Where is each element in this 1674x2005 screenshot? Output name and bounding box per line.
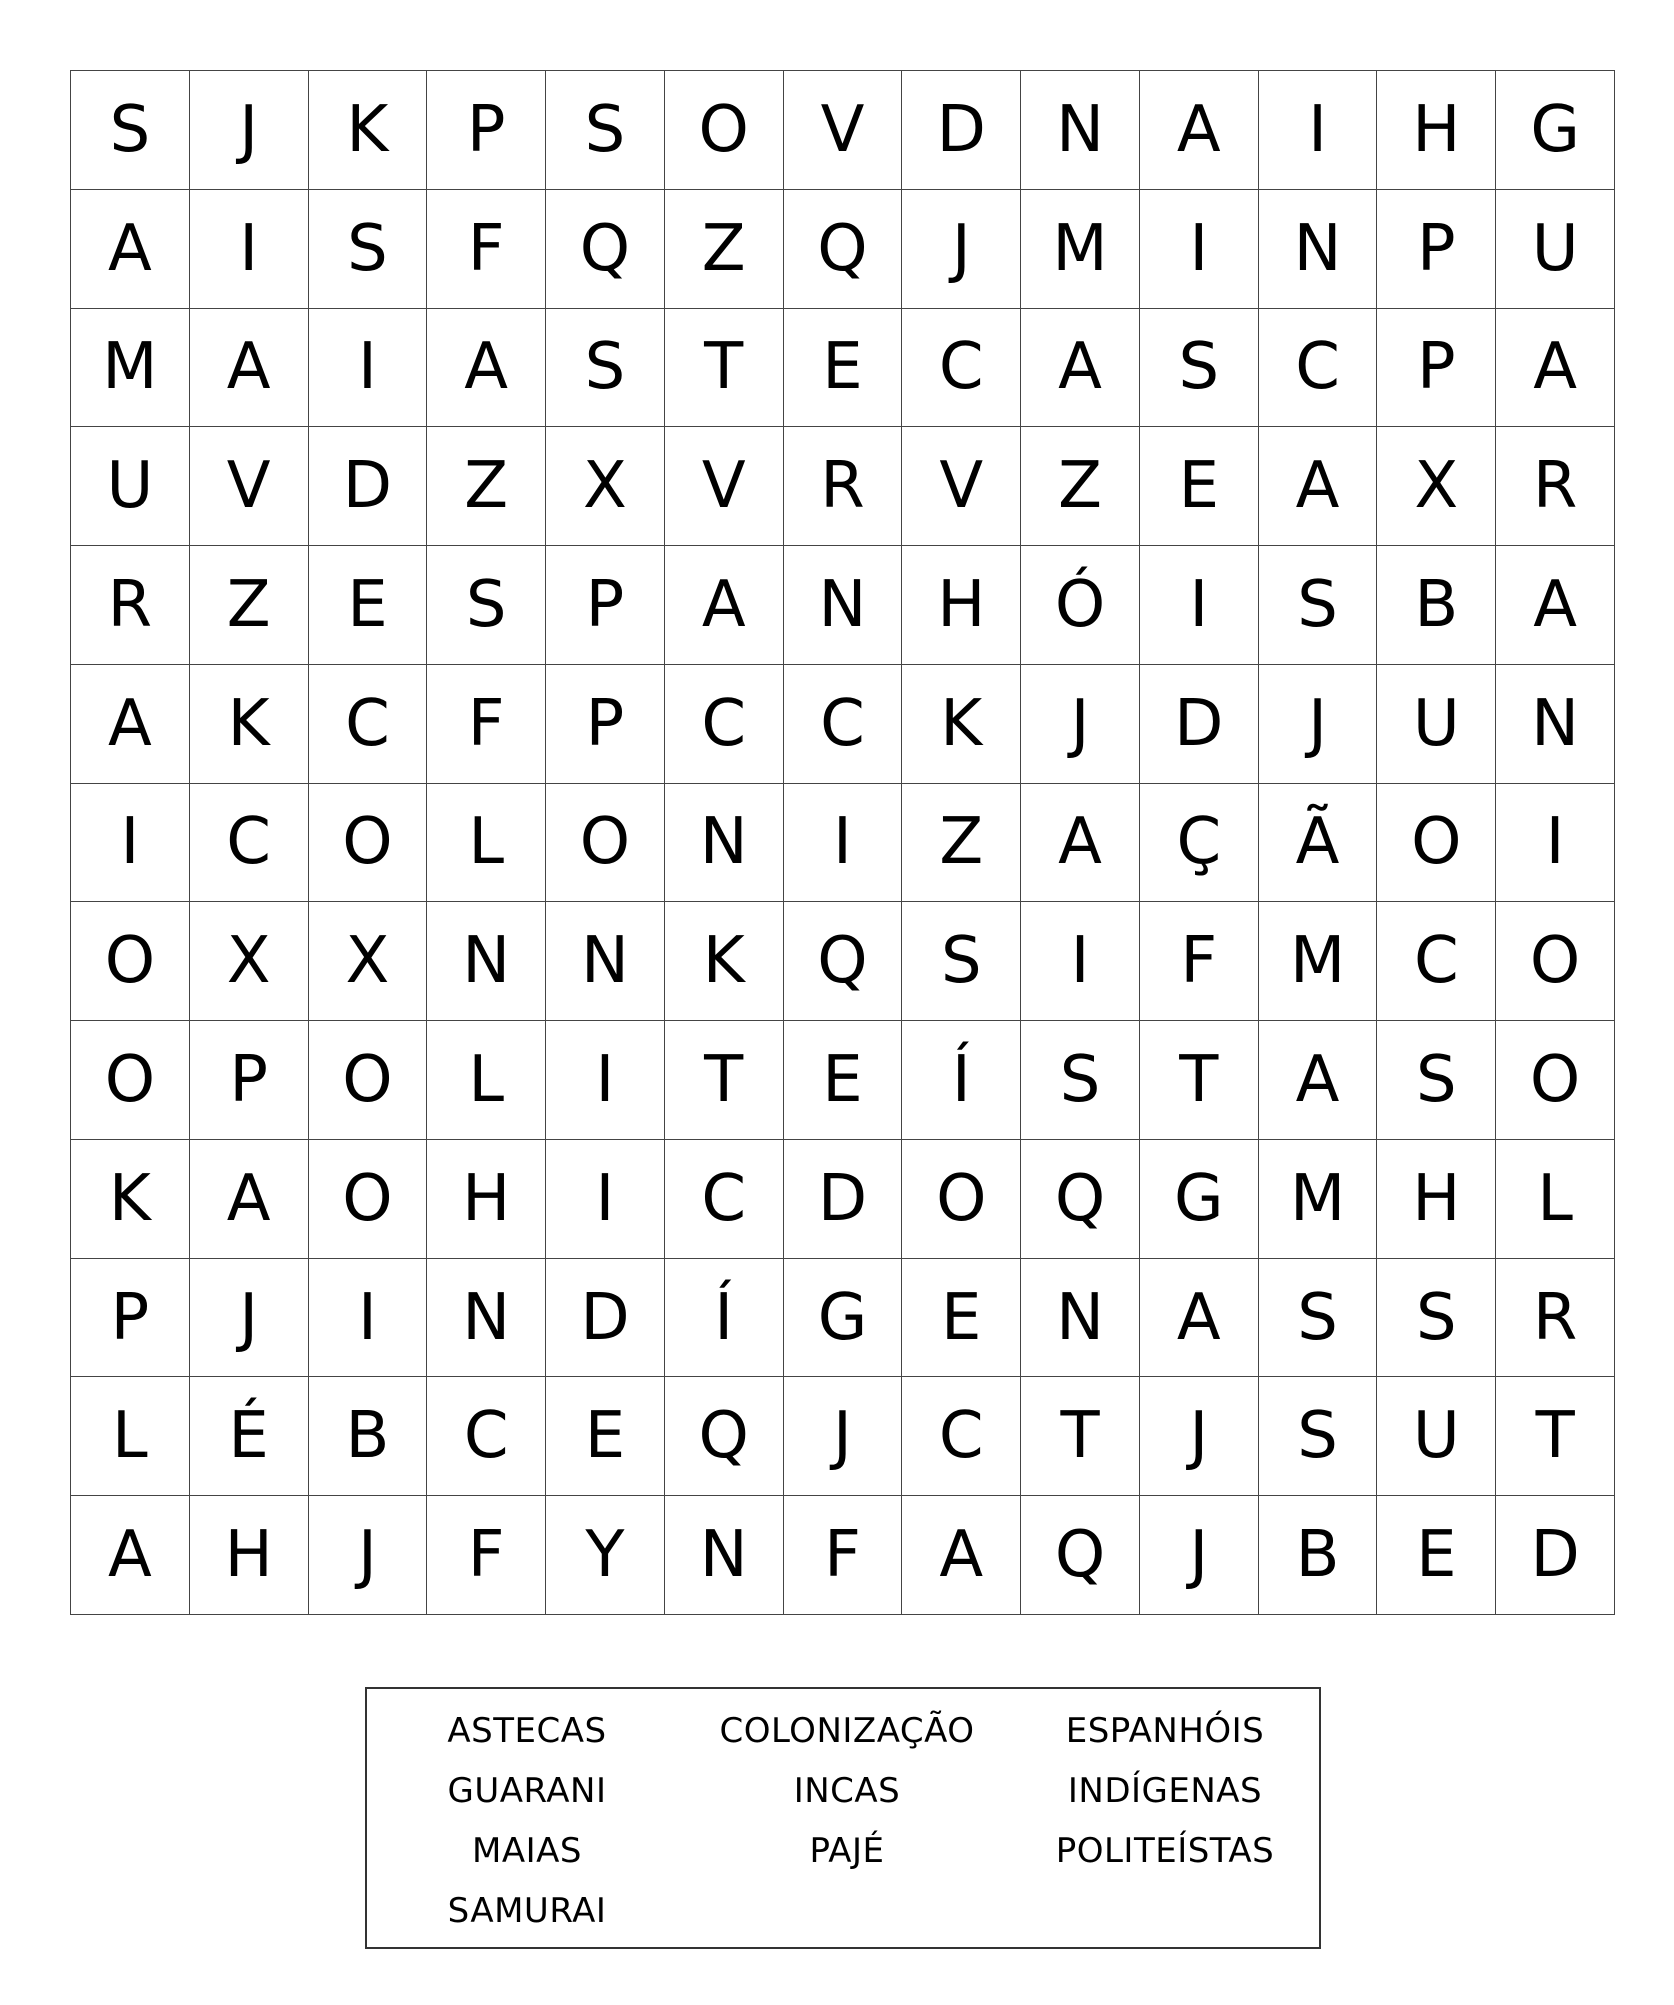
grid-cell[interactable]: A [902,1496,1021,1615]
grid-cell[interactable]: Q [784,902,903,1021]
grid-cell[interactable]: J [1021,665,1140,784]
grid-cell[interactable]: I [309,309,428,428]
grid-cell[interactable]: R [71,546,190,665]
grid-cell[interactable]: A [190,1140,309,1259]
grid-cell[interactable]: C [309,665,428,784]
grid-cell[interactable]: Z [665,190,784,309]
grid-cell[interactable]: U [1496,190,1615,309]
grid-cell[interactable]: N [1021,1259,1140,1378]
grid-cell[interactable]: A [1496,546,1615,665]
grid-cell[interactable]: S [71,71,190,190]
grid-cell[interactable]: T [665,1021,784,1140]
grid-cell[interactable]: Ó [1021,546,1140,665]
grid-cell[interactable]: P [71,1259,190,1378]
grid-cell[interactable]: Z [190,546,309,665]
grid-cell[interactable]: K [71,1140,190,1259]
word-bank-item: POLITEÍSTAS [1055,1831,1275,1871]
grid-cell[interactable]: P [1377,190,1496,309]
grid-cell[interactable]: N [1496,665,1615,784]
grid-cell[interactable]: H [1377,1140,1496,1259]
word-bank-item: COLONIZAÇÃO [719,1711,975,1751]
grid-cell[interactable]: Q [665,1377,784,1496]
grid-cell[interactable]: D [1140,665,1259,784]
grid-cell[interactable]: V [190,427,309,546]
grid-cell[interactable]: X [1377,427,1496,546]
grid-cell[interactable]: C [1377,902,1496,1021]
grid-cell[interactable]: A [1259,1021,1378,1140]
grid-cell[interactable]: M [71,309,190,428]
grid-cell[interactable]: O [309,784,428,903]
grid-cell[interactable]: D [1496,1496,1615,1615]
grid-cell[interactable]: Ç [1140,784,1259,903]
grid-cell[interactable]: A [190,309,309,428]
grid-cell[interactable]: I [71,784,190,903]
grid-cell[interactable]: S [902,902,1021,1021]
grid-cell[interactable]: J [1140,1496,1259,1615]
grid-cell[interactable]: O [546,784,665,903]
grid-cell[interactable]: G [1140,1140,1259,1259]
grid-cell[interactable]: D [784,1140,903,1259]
grid-cell[interactable]: U [1377,1377,1496,1496]
grid-cell[interactable]: D [546,1259,665,1378]
grid-cell[interactable]: N [665,784,784,903]
grid-cell[interactable]: I [1140,546,1259,665]
word-bank-item: SAMURAI [447,1891,607,1931]
grid-cell[interactable]: E [902,1259,1021,1378]
grid-cell[interactable]: L [427,1021,546,1140]
grid-cell[interactable]: J [784,1377,903,1496]
grid-cell[interactable]: O [1377,784,1496,903]
grid-cell[interactable]: K [190,665,309,784]
grid-cell[interactable]: O [1496,902,1615,1021]
grid-cell[interactable]: T [665,309,784,428]
grid-cell[interactable]: C [427,1377,546,1496]
grid-cell[interactable]: C [784,665,903,784]
grid-cell[interactable]: A [427,309,546,428]
grid-cell[interactable]: Z [427,427,546,546]
grid-cell[interactable]: O [309,1021,428,1140]
grid-cell[interactable]: A [1021,784,1140,903]
grid-cell[interactable]: N [1021,71,1140,190]
word-bank-item: MAIAS [472,1831,582,1871]
grid-cell[interactable]: S [546,309,665,428]
grid-cell[interactable]: A [71,190,190,309]
grid-cell[interactable]: T [1021,1377,1140,1496]
grid-cell[interactable]: N [665,1496,784,1615]
word-bank-item: INCAS [793,1771,901,1811]
grid-cell[interactable]: F [427,665,546,784]
grid-cell[interactable]: S [1259,1377,1378,1496]
grid-cell[interactable]: I [1021,902,1140,1021]
word-search-grid [70,70,1615,1615]
grid-cell[interactable]: I [309,1259,428,1378]
grid-cell[interactable]: S [1140,309,1259,428]
grid-cell[interactable]: V [902,427,1021,546]
grid-cell[interactable]: Q [784,190,903,309]
grid-cell[interactable]: S [1259,1259,1378,1378]
grid-cell[interactable]: C [902,309,1021,428]
word-bank-item: ESPANHÓIS [1065,1711,1265,1751]
grid-cell[interactable]: L [427,784,546,903]
grid-cell[interactable]: Í [902,1021,1021,1140]
grid-cell[interactable]: A [1140,71,1259,190]
grid-cell[interactable]: M [1259,1140,1378,1259]
grid-cell[interactable]: S [1377,1259,1496,1378]
grid-cell[interactable]: R [784,427,903,546]
grid-cell[interactable]: U [1377,665,1496,784]
grid-cell[interactable]: S [1377,1021,1496,1140]
grid-cell[interactable]: Z [1021,427,1140,546]
grid-cell[interactable]: G [1496,71,1615,190]
grid-cell[interactable]: L [1496,1140,1615,1259]
grid-cell[interactable]: N [784,546,903,665]
grid-cell[interactable]: B [1259,1496,1378,1615]
grid-cell[interactable]: P [427,71,546,190]
grid-cell[interactable]: U [71,427,190,546]
grid-cell[interactable]: P [1377,309,1496,428]
grid-cell[interactable]: I [546,1140,665,1259]
grid-cell[interactable]: P [546,665,665,784]
grid-cell[interactable]: R [1496,1259,1615,1378]
grid-cell[interactable]: J [190,71,309,190]
grid-cell[interactable]: K [665,902,784,1021]
word-bank-item: GUARANI [447,1771,607,1811]
grid-cell[interactable]: X [546,427,665,546]
grid-cell[interactable]: J [1259,665,1378,784]
grid-cell[interactable]: O [309,1140,428,1259]
grid-cell[interactable]: I [1496,784,1615,903]
grid-cell[interactable]: I [1140,190,1259,309]
grid-cell[interactable]: N [427,1259,546,1378]
grid-cell[interactable]: A [71,665,190,784]
grid-cell[interactable]: O [902,1140,1021,1259]
grid-cell[interactable]: E [1140,427,1259,546]
grid-cell[interactable]: H [1377,71,1496,190]
grid-cell[interactable]: S [309,190,428,309]
word-bank-item: PAJÉ [809,1831,885,1871]
grid-cell[interactable]: E [546,1377,665,1496]
grid-cell[interactable]: M [1021,190,1140,309]
grid-cell[interactable]: C [902,1377,1021,1496]
word-bank [365,1687,1321,1949]
grid-cell[interactable]: J [902,190,1021,309]
grid-cell[interactable]: Í [665,1259,784,1378]
grid-cell[interactable]: F [427,1496,546,1615]
grid-cell[interactable]: V [784,71,903,190]
grid-cell[interactable]: D [902,71,1021,190]
grid-cell[interactable]: J [190,1259,309,1378]
grid-cell[interactable]: C [1259,309,1378,428]
grid-cell[interactable]: O [665,71,784,190]
grid-cell[interactable]: I [1259,71,1378,190]
grid-cell[interactable]: Ã [1259,784,1378,903]
grid-cell[interactable]: B [1377,546,1496,665]
grid-cell[interactable]: B [309,1377,428,1496]
grid-cell[interactable]: I [546,1021,665,1140]
grid-cell[interactable]: P [546,546,665,665]
grid-cell[interactable]: H [902,546,1021,665]
grid-cell[interactable]: I [784,784,903,903]
grid-cell[interactable]: X [309,902,428,1021]
grid-cell[interactable]: Q [1021,1140,1140,1259]
grid-cell[interactable]: M [1259,902,1378,1021]
grid-cell[interactable]: C [190,784,309,903]
word-bank-item: INDÍGENAS [1067,1771,1263,1811]
grid-cell[interactable]: Z [902,784,1021,903]
grid-cell[interactable]: S [546,71,665,190]
word-bank-item: ASTECAS [447,1711,607,1751]
grid-cell[interactable]: T [1140,1021,1259,1140]
grid-cell[interactable]: J [309,1496,428,1615]
grid-cell[interactable]: O [1496,1021,1615,1140]
grid-cell[interactable]: É [190,1377,309,1496]
grid-cell[interactable]: G [784,1259,903,1378]
grid-cell[interactable]: K [309,71,428,190]
grid-cell[interactable]: T [1496,1377,1615,1496]
grid-cell[interactable]: S [1259,546,1378,665]
grid-cell[interactable]: E [784,309,903,428]
grid-cell[interactable]: E [1377,1496,1496,1615]
grid-cell[interactable]: I [190,190,309,309]
grid-cell[interactable]: A [71,1496,190,1615]
grid-cell[interactable]: X [190,902,309,1021]
grid-cell[interactable]: E [784,1021,903,1140]
grid-cell[interactable]: K [902,665,1021,784]
grid-cell[interactable]: P [190,1021,309,1140]
grid-cell[interactable]: L [71,1377,190,1496]
grid-cell[interactable]: S [1021,1021,1140,1140]
grid-cell[interactable]: Q [1021,1496,1140,1615]
grid-cell[interactable]: F [427,190,546,309]
grid-cell[interactable]: Y [546,1496,665,1615]
grid-cell[interactable]: H [427,1140,546,1259]
grid-cell[interactable]: A [1140,1259,1259,1378]
grid-cell[interactable]: C [665,1140,784,1259]
grid-cell[interactable]: H [190,1496,309,1615]
grid-cell[interactable]: N [427,902,546,1021]
grid-cell[interactable]: J [1140,1377,1259,1496]
grid-cell[interactable]: S [427,546,546,665]
grid-cell[interactable]: A [1021,309,1140,428]
grid-cell[interactable]: O [71,902,190,1021]
grid-cell[interactable]: A [1259,427,1378,546]
grid-cell[interactable]: F [784,1496,903,1615]
grid-cell[interactable]: V [665,427,784,546]
grid-cell[interactable]: A [1496,309,1615,428]
grid-cell[interactable]: C [665,665,784,784]
grid-cell[interactable]: R [1496,427,1615,546]
grid-cell[interactable]: O [71,1021,190,1140]
grid-cell[interactable]: D [309,427,428,546]
grid-cell[interactable]: F [1140,902,1259,1021]
grid-cell[interactable]: N [546,902,665,1021]
grid-cell[interactable]: Q [546,190,665,309]
grid-cell[interactable]: E [309,546,428,665]
grid-cell[interactable]: N [1259,190,1378,309]
grid-cell[interactable]: A [665,546,784,665]
